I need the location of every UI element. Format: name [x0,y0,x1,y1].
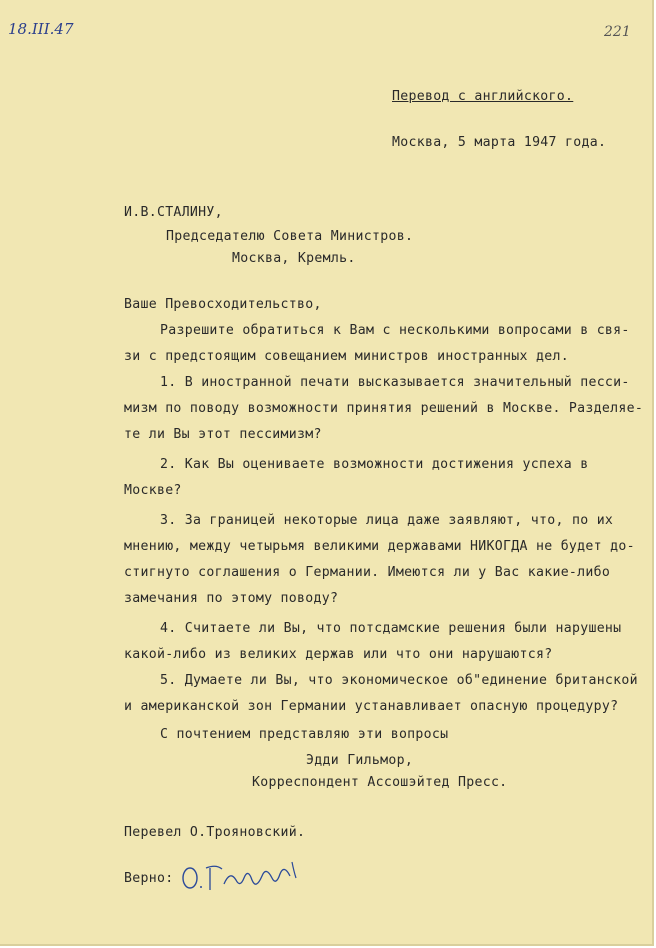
addressee-position: Председателю Совета Министров. [166,229,414,244]
signer-title: Корреспондент Ассошэйтед Пресс. [252,775,508,790]
body-line: и американской зон Германии устанавливает опасную процедуру? [124,699,619,714]
body-line: какой-либо из великих держав или что они нарушаются? [124,647,553,662]
closing-line: С почтением представляю эти вопросы [160,727,449,742]
addressee-name: И.В.СТАЛИНУ, [124,205,223,220]
addressee-address: Москва, Кремль. [232,251,356,266]
handwritten-signature [180,856,310,896]
translator-note: Перевел О.Трояновский. [124,825,306,840]
translation-note: Перевод с английского. [392,89,574,104]
body-line: стигнуто соглашения о Германии. Имеются ли у Вас какие-либо [124,565,611,580]
question-3: 3. За границей некоторые лица даже заявляют, что, по их [160,513,614,528]
page-number: 221 [604,24,631,40]
body-line: мизм по поводу возможности принятия решений в Москве. Разделяе- [124,401,644,416]
body-line: зи с предстоящим совещанием министров иностранных дел. [124,349,569,364]
place-date: Москва, 5 марта 1947 года. [392,135,607,150]
body-line: замечания по этому поводу? [124,591,339,606]
salutation: Ваше Превосходительство, [124,297,322,312]
question-2: 2. Как Вы оцениваете возможности достижения успеха в [160,457,589,472]
question-4: 4. Считаете ли Вы, что потсдамские решения были нарушены [160,621,622,636]
question-1: 1. В иностранной печати высказывается значительный песси- [160,375,630,390]
handwritten-date: 18.III.47 [8,20,74,38]
body-line: Москве? [124,483,182,498]
signer-name: Эдди Гильмор, [306,753,414,768]
body-line: мнению, между четырьмя великими державами НИКОГДА не будет до- [124,539,635,554]
question-5: 5. Думаете ли Вы, что экономическое об"единение британской [160,673,638,688]
certified-label: Верно: [124,871,174,886]
body-line: Разрешите обратиться к Вам с несколькими вопросами в свя- [160,323,630,338]
body-line: те ли Вы этот пессимизм? [124,427,322,442]
